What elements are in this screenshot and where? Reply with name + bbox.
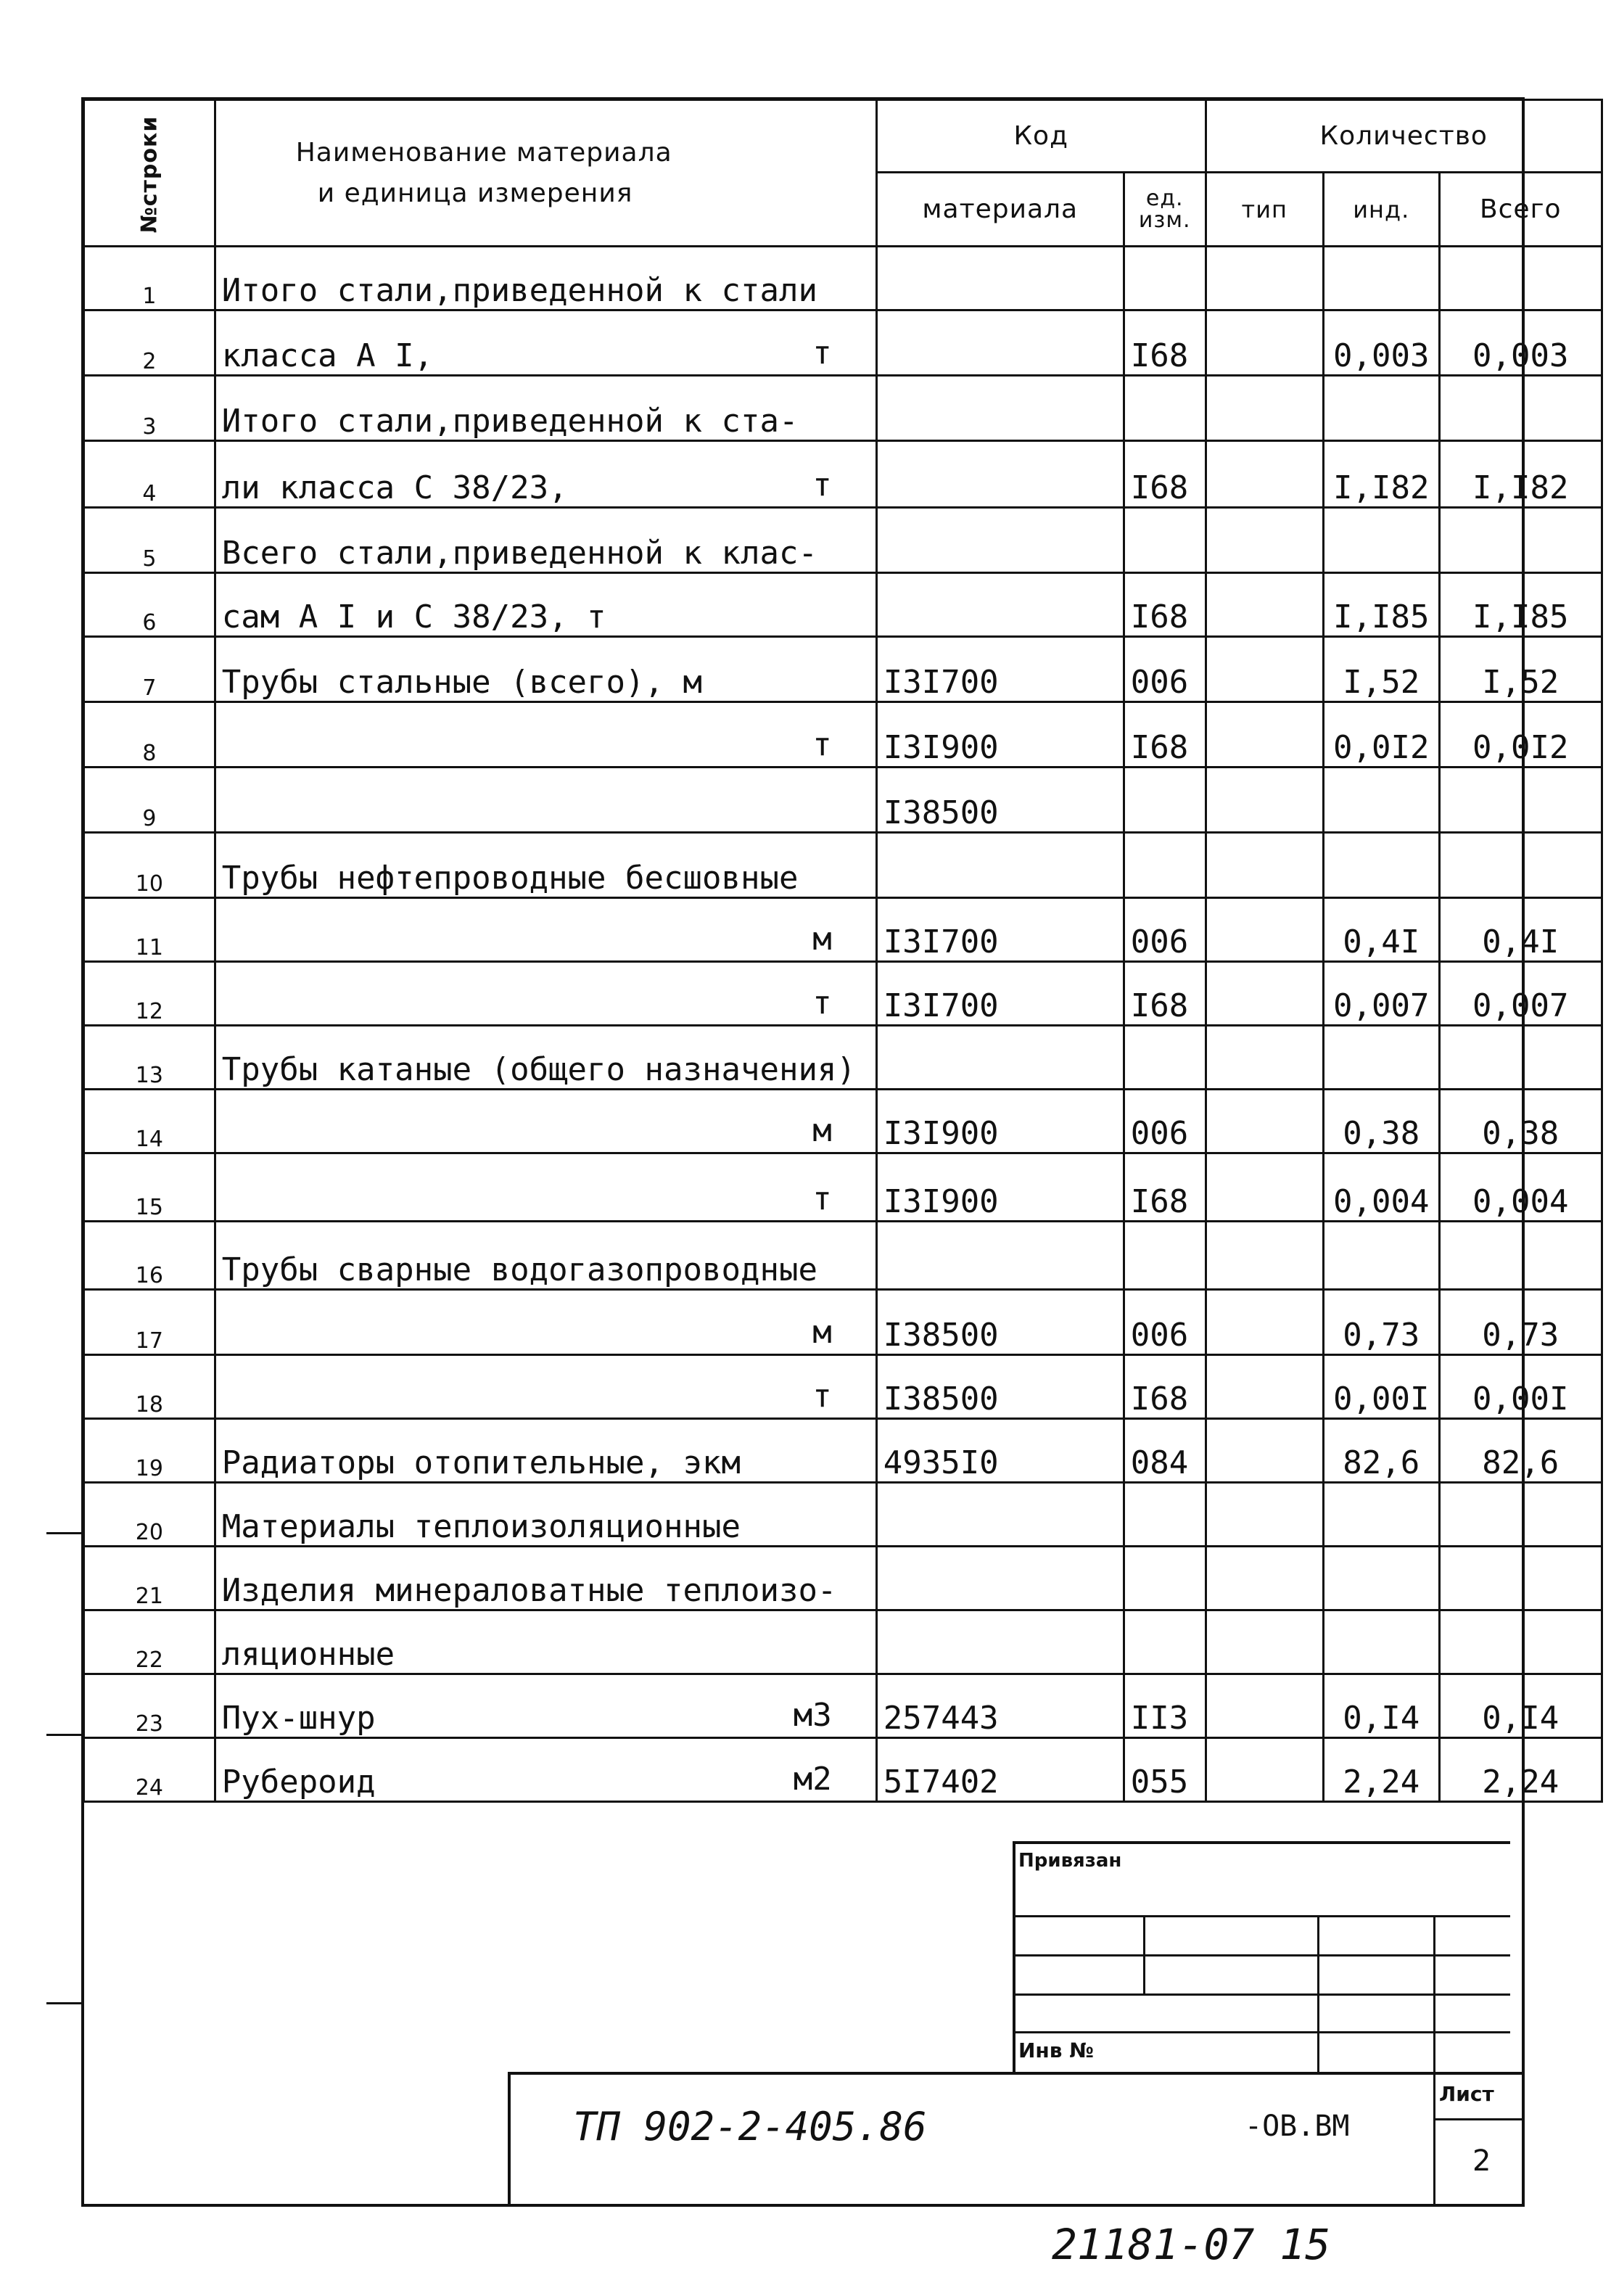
row-number: 17 (84, 1290, 215, 1355)
quantity-type (1206, 1153, 1323, 1222)
material-name-text: Радиаторы отопительные, экм (221, 1444, 741, 1481)
table-row (84, 247, 1602, 310)
row-number: 23 (84, 1674, 215, 1738)
code-group-header: Код (876, 100, 1206, 173)
quantity-total: I,I85 (1439, 573, 1602, 637)
material-name (215, 508, 876, 573)
quantity-type (1206, 441, 1323, 508)
quantity-type (1206, 310, 1323, 376)
quantity-individual: 0,003 (1323, 310, 1439, 376)
table-row (84, 1419, 1602, 1483)
materials-table (83, 99, 1603, 1803)
table-row (84, 441, 1602, 508)
material-code: I3I900 (876, 702, 1124, 768)
row-number: 13 (84, 1026, 215, 1090)
quantity-individual (1323, 1222, 1439, 1290)
quantity-total (1439, 768, 1602, 833)
table-row (84, 637, 1602, 702)
table-row (84, 962, 1602, 1026)
table-row (84, 702, 1602, 768)
row-number: 8 (84, 702, 215, 768)
table-row (84, 1674, 1602, 1738)
margin-tick (46, 1734, 83, 1736)
row-number: 18 (84, 1355, 215, 1419)
quantity-total: I,I82 (1439, 441, 1602, 508)
quantity-total (1439, 376, 1602, 441)
quantity-type (1206, 962, 1323, 1026)
table-row (84, 1738, 1602, 1802)
quantity-type (1206, 1290, 1323, 1355)
unit-code: I68 (1124, 702, 1206, 768)
quantity-individual: 0,I4 (1323, 1674, 1439, 1738)
unit-code: 055 (1124, 1738, 1206, 1802)
material-unit: м (812, 1112, 832, 1149)
quantity-individual: I,I85 (1323, 573, 1439, 637)
quantity-total: 0,003 (1439, 310, 1602, 376)
code-material-header: материала (876, 173, 1124, 247)
material-name (215, 1355, 876, 1419)
unit-code: I68 (1124, 441, 1206, 508)
material-unit: м (812, 1314, 832, 1351)
material-name-text: Итого стали,приведенной к ста- (221, 403, 799, 440)
row-number: 12 (84, 962, 215, 1026)
table-row (84, 1355, 1602, 1419)
quantity-total (1439, 1547, 1602, 1610)
quantity-type (1206, 833, 1323, 898)
sheet-number: 2 (1472, 2144, 1491, 2178)
quantity-individual: 0,73 (1323, 1290, 1439, 1355)
quantity-individual (1323, 247, 1439, 310)
quantity-type (1206, 1222, 1323, 1290)
material-name (215, 1290, 876, 1355)
quantity-individual: I,52 (1323, 637, 1439, 702)
material-code: 5I7402 (876, 1738, 1124, 1802)
quantity-type (1206, 1419, 1323, 1483)
quantity-individual: 2,24 (1323, 1738, 1439, 1802)
material-name (215, 768, 876, 833)
quantity-total: 0,73 (1439, 1290, 1602, 1355)
material-name-text: Трубы нефтепроводные бесшовные (221, 860, 799, 897)
qty-type-header: тип (1206, 173, 1323, 247)
material-unit: м (812, 921, 832, 958)
material-unit: м2 (793, 1761, 832, 1798)
unit-code (1124, 1610, 1206, 1674)
quantity-type (1206, 1547, 1323, 1610)
inventory-label: Инв № (1018, 2038, 1094, 2062)
quantity-type (1206, 1674, 1323, 1738)
material-name-text: Всего стали,приведенной к клас- (221, 535, 817, 572)
table-row (84, 1483, 1602, 1547)
material-code (876, 1222, 1124, 1290)
material-unit: т (812, 1378, 832, 1415)
material-name (215, 376, 876, 441)
quantity-individual (1323, 1610, 1439, 1674)
material-name (215, 1674, 876, 1738)
row-number: 15 (84, 1153, 215, 1222)
quantity-total (1439, 247, 1602, 310)
material-code (876, 376, 1124, 441)
material-code (876, 1026, 1124, 1090)
quantity-type (1206, 247, 1323, 310)
material-code: 4935I0 (876, 1419, 1124, 1483)
unit-code (1124, 508, 1206, 573)
quantity-total (1439, 1610, 1602, 1674)
name-header (215, 100, 876, 247)
material-name-text: Пух-шнур (221, 1700, 376, 1737)
row-number: 10 (84, 833, 215, 898)
quantity-type (1206, 1610, 1323, 1674)
material-code (876, 508, 1124, 573)
material-name (215, 441, 876, 508)
quantity-type (1206, 1026, 1323, 1090)
quantity-individual (1323, 768, 1439, 833)
table-row (84, 1153, 1602, 1222)
qty-ind-header: инд. (1323, 173, 1439, 247)
quantity-individual (1323, 376, 1439, 441)
row-number: 19 (84, 1419, 215, 1483)
material-code: I3I900 (876, 1153, 1124, 1222)
quantity-individual (1323, 1547, 1439, 1610)
material-code (876, 1483, 1124, 1547)
quantity-total: 0,007 (1439, 962, 1602, 1026)
quantity-total: 0,4I (1439, 898, 1602, 962)
quantity-total (1439, 508, 1602, 573)
row-number: 1 (84, 247, 215, 310)
quantity-individual: 0,38 (1323, 1090, 1439, 1153)
margin-tick (46, 2002, 83, 2004)
row-number: 14 (84, 1090, 215, 1153)
table-row (84, 376, 1602, 441)
name-header-line2: и единица измерения (317, 178, 633, 208)
quantity-individual (1323, 508, 1439, 573)
material-code (876, 247, 1124, 310)
quantity-total: 82,6 (1439, 1419, 1602, 1483)
unit-code (1124, 1547, 1206, 1610)
quantity-type (1206, 508, 1323, 573)
unit-code: I68 (1124, 573, 1206, 637)
row-number: 5 (84, 508, 215, 573)
quantity-type (1206, 1090, 1323, 1153)
material-code (876, 310, 1124, 376)
document-number: ТП 902-2-405.86 (573, 2104, 927, 2149)
unit-code: 084 (1124, 1419, 1206, 1483)
quantity-total: 0,0I2 (1439, 702, 1602, 768)
row-number: 11 (84, 898, 215, 962)
unit-code (1124, 1026, 1206, 1090)
quantity-type (1206, 573, 1323, 637)
material-code: I38500 (876, 1290, 1124, 1355)
unit-code: I68 (1124, 310, 1206, 376)
material-name (215, 1547, 876, 1610)
material-code (876, 1610, 1124, 1674)
material-name (215, 1153, 876, 1222)
quantity-type (1206, 898, 1323, 962)
quantity-type (1206, 702, 1323, 768)
table-row (84, 1610, 1602, 1674)
material-name (215, 247, 876, 310)
material-name (215, 1738, 876, 1802)
table-row (84, 1547, 1602, 1610)
material-code (876, 833, 1124, 898)
material-name-text: Материалы теплоизоляционные (221, 1508, 741, 1545)
unit-code: 006 (1124, 637, 1206, 702)
material-code: I38500 (876, 1355, 1124, 1419)
material-code: 257443 (876, 1674, 1124, 1738)
material-unit: т (812, 466, 832, 503)
quantity-total: 0,004 (1439, 1153, 1602, 1222)
material-code: I3I700 (876, 637, 1124, 702)
quantity-type (1206, 1355, 1323, 1419)
table-row (84, 310, 1602, 376)
material-name-text: класса А I, (221, 337, 434, 374)
margin-tick (46, 1532, 83, 1534)
unit-code (1124, 768, 1206, 833)
table-row (84, 768, 1602, 833)
material-code: I3I700 (876, 898, 1124, 962)
unit-code: 006 (1124, 1090, 1206, 1153)
material-code (876, 1547, 1124, 1610)
document-suffix: -ОВ.ВМ (1245, 2110, 1350, 2143)
quantity-group-header: Количество (1206, 100, 1602, 173)
material-name (215, 1483, 876, 1547)
quantity-individual: 0,4I (1323, 898, 1439, 962)
table-row (84, 1090, 1602, 1153)
material-name-text: Рубероид (221, 1764, 376, 1801)
unit-code (1124, 833, 1206, 898)
material-name (215, 962, 876, 1026)
material-name (215, 702, 876, 768)
quantity-individual (1323, 1026, 1439, 1090)
material-name-text: ли класса С 38/23, (221, 469, 568, 506)
material-name (215, 1419, 876, 1483)
quantity-individual (1323, 1483, 1439, 1547)
row-number: 7 (84, 637, 215, 702)
material-unit: м3 (793, 1697, 832, 1734)
material-name (215, 1090, 876, 1153)
material-unit: т (812, 726, 832, 763)
table-row (84, 898, 1602, 962)
quantity-total (1439, 1026, 1602, 1090)
quantity-total: 0,38 (1439, 1090, 1602, 1153)
row-number: 22 (84, 1610, 215, 1674)
name-header-line1: Наименование материала (295, 137, 672, 168)
quantity-total: I,52 (1439, 637, 1602, 702)
material-name (215, 637, 876, 702)
row-number: 20 (84, 1483, 215, 1547)
row-number: 24 (84, 1738, 215, 1802)
quantity-total: 2,24 (1439, 1738, 1602, 1802)
table-row (84, 573, 1602, 637)
quantity-type (1206, 1738, 1323, 1802)
quantity-individual: 0,00I (1323, 1355, 1439, 1419)
material-name (215, 1222, 876, 1290)
row-number: 16 (84, 1222, 215, 1290)
table-row (84, 1290, 1602, 1355)
quantity-total: 0,00I (1439, 1355, 1602, 1419)
row-number-header: №строки (84, 100, 215, 247)
material-name-text: Итого стали,приведенной к стали (221, 272, 817, 309)
material-name (215, 833, 876, 898)
material-name (215, 1026, 876, 1090)
material-name-text: Трубы катаные (общего назначения) (221, 1051, 856, 1088)
quantity-individual (1323, 833, 1439, 898)
code-unit-header: ед. изм. (1124, 173, 1206, 247)
quantity-total (1439, 1483, 1602, 1547)
quantity-type (1206, 768, 1323, 833)
unit-code: 006 (1124, 1290, 1206, 1355)
material-unit: т (812, 334, 832, 371)
material-name (215, 310, 876, 376)
material-unit: т (812, 984, 832, 1021)
table-body (84, 247, 1602, 1802)
material-name-text: Изделия минераловатные теплоизо- (221, 1572, 837, 1609)
quantity-individual: 82,6 (1323, 1419, 1439, 1483)
material-name-text: сам А I и С 38/23, т (221, 598, 606, 635)
unit-code (1124, 1483, 1206, 1547)
table-row (84, 833, 1602, 898)
row-number: 21 (84, 1547, 215, 1610)
material-unit: т (812, 1180, 832, 1217)
qty-total-header: Всего (1439, 173, 1602, 247)
row-number: 4 (84, 441, 215, 508)
quantity-total (1439, 1222, 1602, 1290)
material-name-text: ляционные (221, 1636, 395, 1673)
material-name (215, 573, 876, 637)
unit-code: I68 (1124, 1153, 1206, 1222)
quantity-total: 0,I4 (1439, 1674, 1602, 1738)
row-number: 9 (84, 768, 215, 833)
row-number: 3 (84, 376, 215, 441)
quantity-individual: 0,004 (1323, 1153, 1439, 1222)
material-code (876, 573, 1124, 637)
row-number: 2 (84, 310, 215, 376)
table-row (84, 1222, 1602, 1290)
unit-code (1124, 247, 1206, 310)
table-row (84, 508, 1602, 573)
material-name-text: Трубы сварные водогазопроводные (221, 1251, 817, 1288)
material-code (876, 441, 1124, 508)
unit-code: I68 (1124, 1355, 1206, 1419)
unit-code (1124, 1222, 1206, 1290)
quantity-total (1439, 833, 1602, 898)
table-row (84, 1026, 1602, 1090)
quantity-type (1206, 376, 1323, 441)
unit-code (1124, 376, 1206, 441)
material-name (215, 898, 876, 962)
quantity-type (1206, 637, 1323, 702)
unit-code: I68 (1124, 962, 1206, 1026)
unit-code: II3 (1124, 1674, 1206, 1738)
quantity-individual: I,I82 (1323, 441, 1439, 508)
material-code: I3I900 (876, 1090, 1124, 1153)
row-number: 6 (84, 573, 215, 637)
material-name-text: Трубы стальные (всего), м (221, 664, 702, 701)
unit-code: 006 (1124, 898, 1206, 962)
bound-label: Привязан (1018, 1850, 1122, 1872)
material-name (215, 1610, 876, 1674)
handwritten-archive-number: 21181-07 15 (1052, 2220, 1331, 2269)
sheet-label: Лист (1439, 2082, 1494, 2106)
quantity-type (1206, 1483, 1323, 1547)
material-code: I3I700 (876, 962, 1124, 1026)
quantity-individual: 0,0I2 (1323, 702, 1439, 768)
material-code: I38500 (876, 768, 1124, 833)
quantity-individual: 0,007 (1323, 962, 1439, 1026)
